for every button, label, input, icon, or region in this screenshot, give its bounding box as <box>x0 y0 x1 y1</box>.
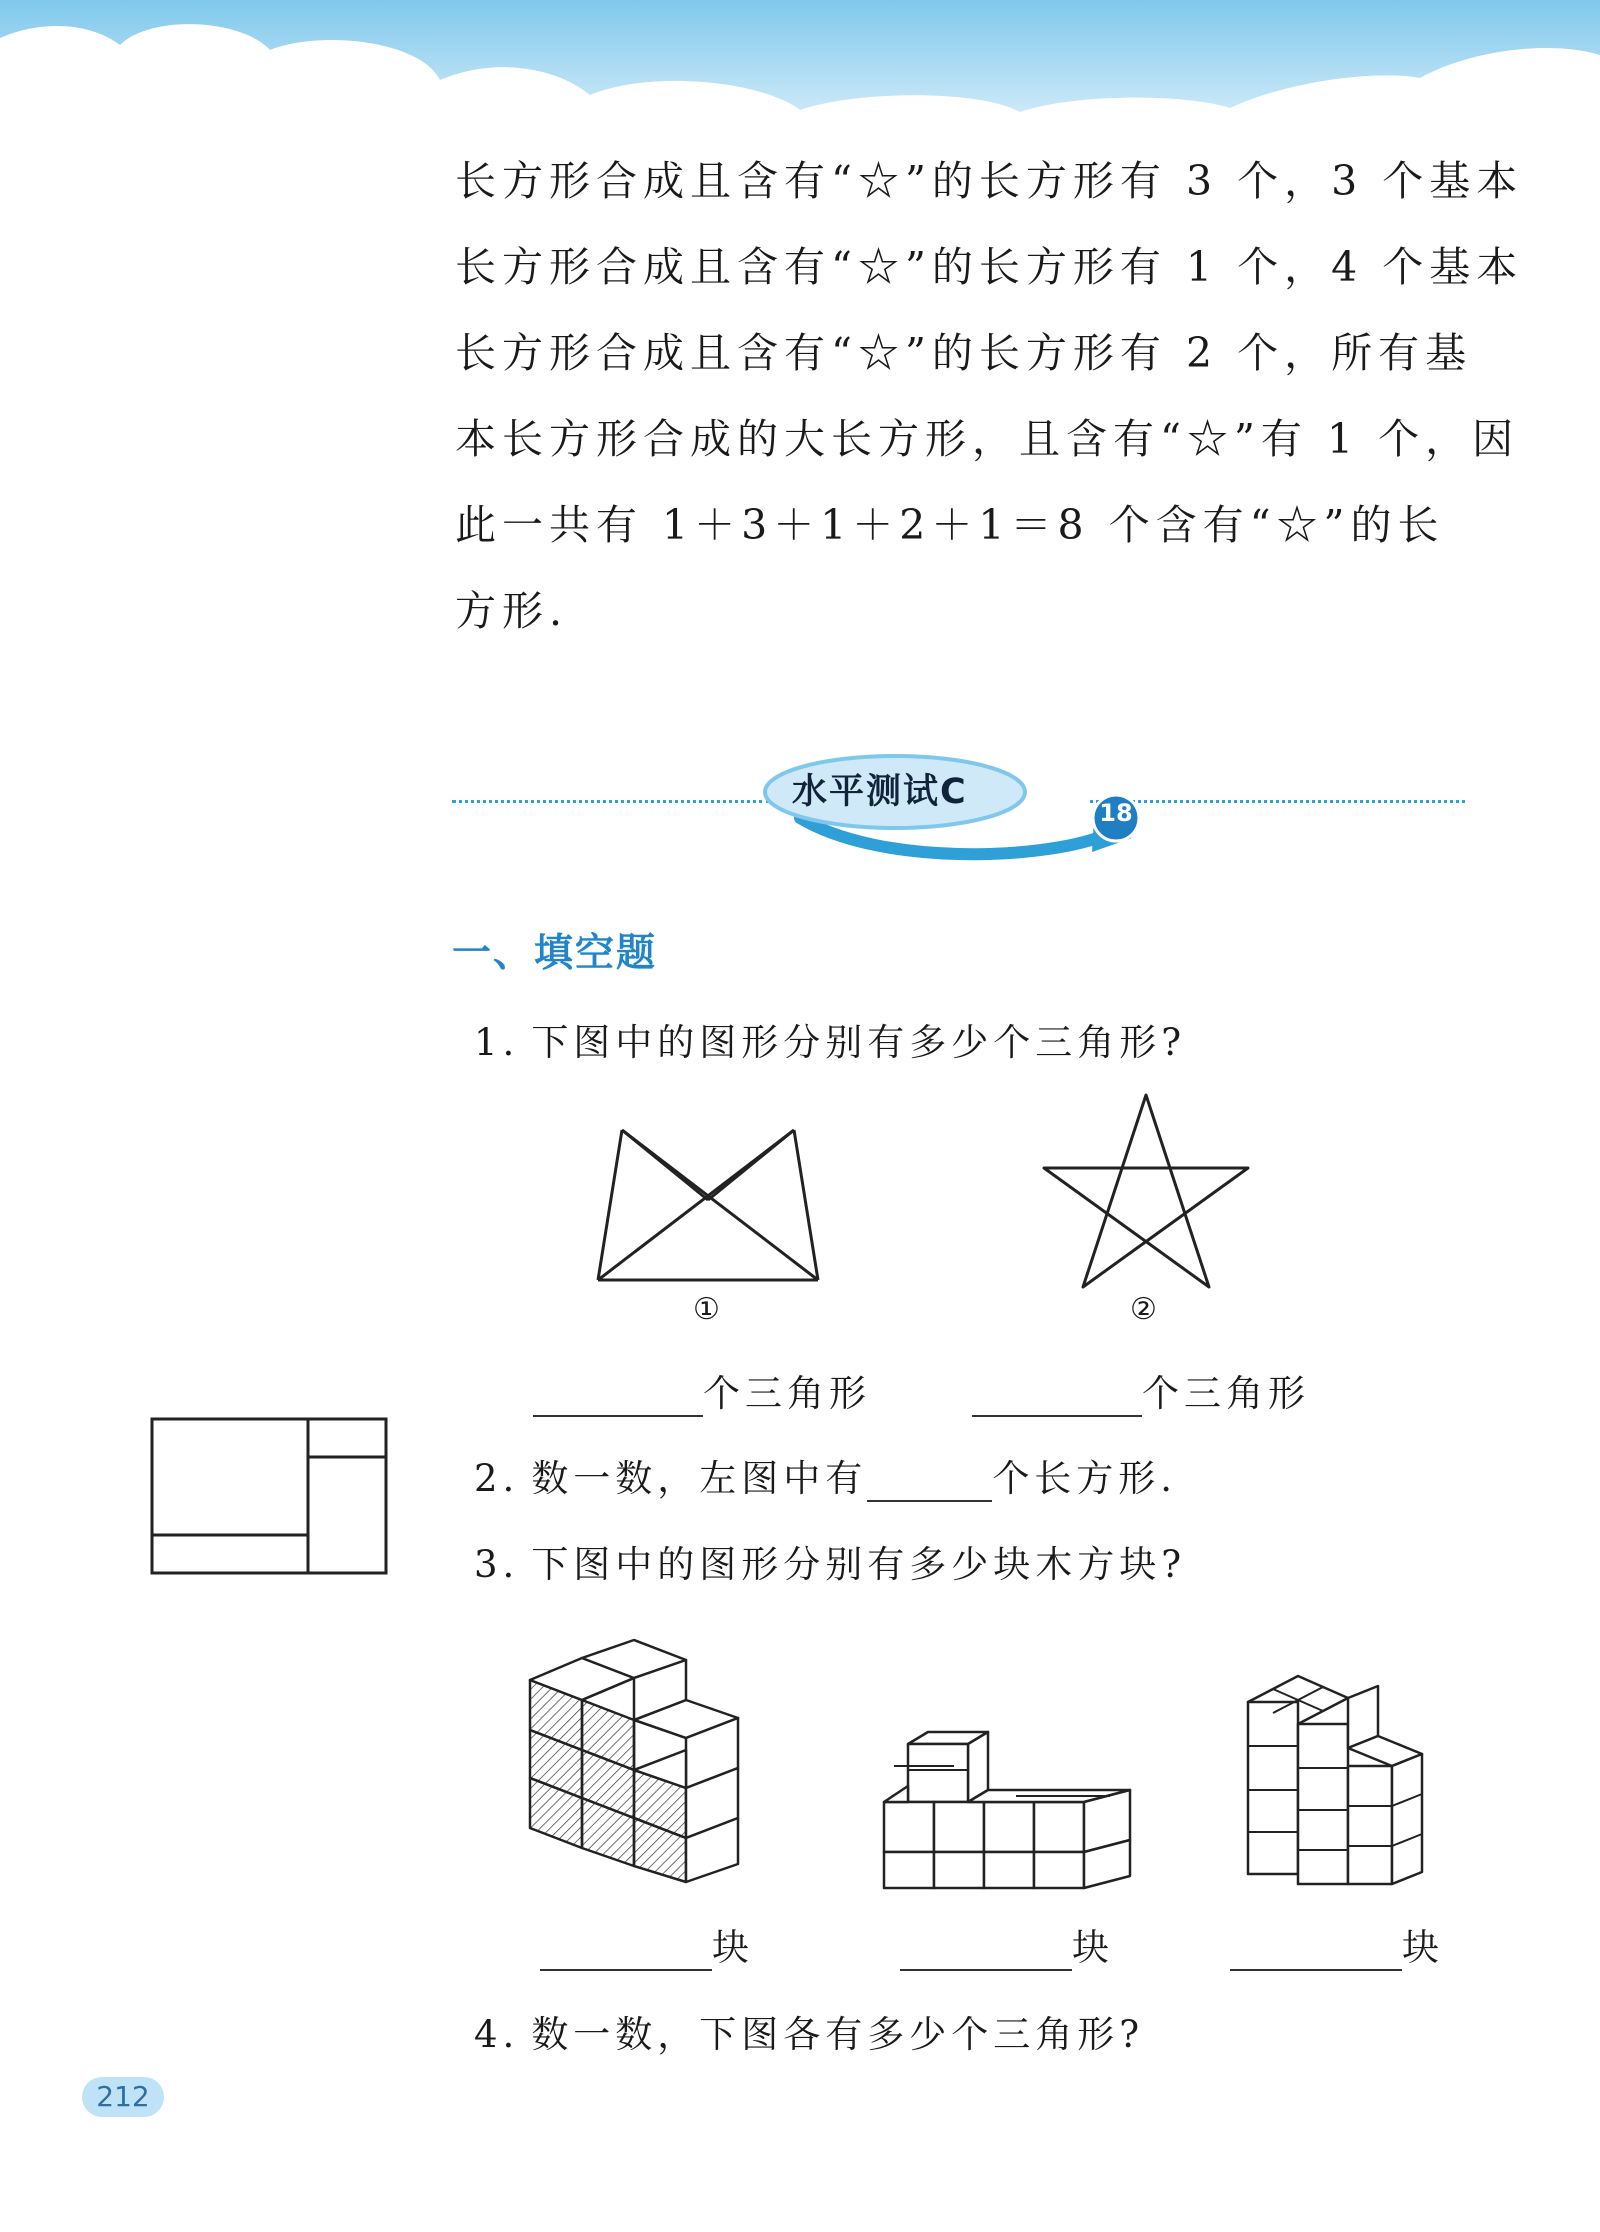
solution-line: 长方形合成且含有“☆”的长方形有 2 个，所有基 <box>455 329 1473 377</box>
question-text-after: 个长方形. <box>992 1457 1178 1500</box>
question-text: 数一数，左图中有 <box>531 1457 868 1500</box>
cube-figure-l-shape <box>880 1730 1140 1890</box>
answer-blank[interactable] <box>1230 1929 1402 1971</box>
dotted-divider-left <box>452 800 770 803</box>
figure-label-2: ② <box>1130 1292 1157 1327</box>
answer-suffix: 个三角形 <box>703 1372 871 1415</box>
answer-blank[interactable] <box>540 1929 712 1971</box>
question-4 <box>474 2004 1144 2058</box>
test-title: 水平测试C <box>792 772 968 812</box>
answer-suffix: 块 <box>1072 1926 1114 1969</box>
question-text: 下图中的图形分别有多少个三角形? <box>531 1021 1187 1064</box>
question-2 <box>474 1448 1177 1502</box>
answer-blank[interactable] <box>867 1460 992 1502</box>
section-title: 一、填空题 <box>452 931 658 976</box>
solution-line: 此一共有 1＋3＋1＋2＋1＝8 个含有“☆”的长 <box>455 501 1445 549</box>
answer-suffix: 块 <box>1402 1926 1444 1969</box>
solution-line: 本长方形合成的大长方形，且含有“☆”有 1 个，因 <box>455 415 1520 463</box>
answer-blank[interactable] <box>972 1375 1142 1417</box>
page-number: 212 <box>82 2077 164 2117</box>
rectangle-figure <box>150 1417 390 1577</box>
question-text: 下图中的图形分别有多少块木方块? <box>531 1543 1187 1586</box>
solution-line: 长方形合成且含有“☆”的长方形有 3 个，3 个基本 <box>455 157 1524 205</box>
test-number: 18 <box>1099 799 1133 827</box>
question-number: 2. <box>474 1457 520 1500</box>
answer-blank[interactable] <box>900 1929 1072 1971</box>
solution-paragraph <box>455 138 1524 654</box>
question-number: 3. <box>474 1543 520 1586</box>
answer-blank[interactable] <box>533 1375 703 1417</box>
triangle-figure-1 <box>590 1120 830 1290</box>
answer-suffix: 个三角形 <box>1142 1372 1310 1415</box>
answer-1-1 <box>533 1363 871 1417</box>
cube-figure-staircase <box>1242 1666 1432 1896</box>
solution-line: 长方形合成且含有“☆”的长方形有 1 个，4 个基本 <box>455 243 1524 291</box>
question-number: 1. <box>474 1021 520 1064</box>
figure-label-1: ① <box>693 1292 720 1327</box>
question-1 <box>474 1012 1186 1066</box>
answer-3-1 <box>540 1917 754 1971</box>
answer-3-2 <box>900 1917 1114 1971</box>
answer-3-3 <box>1230 1917 1444 1971</box>
solution-line: 方形. <box>455 587 569 635</box>
question-3 <box>474 1534 1186 1588</box>
question-number: 4. <box>474 2013 520 2056</box>
answer-1-2 <box>972 1363 1310 1417</box>
question-text: 数一数，下图各有多少个三角形? <box>531 2013 1145 2056</box>
cube-figure-stepped <box>522 1638 772 1888</box>
sky-cloud-banner <box>0 0 1600 130</box>
answer-suffix: 块 <box>712 1926 754 1969</box>
star-figure-2 <box>1042 1092 1252 1292</box>
